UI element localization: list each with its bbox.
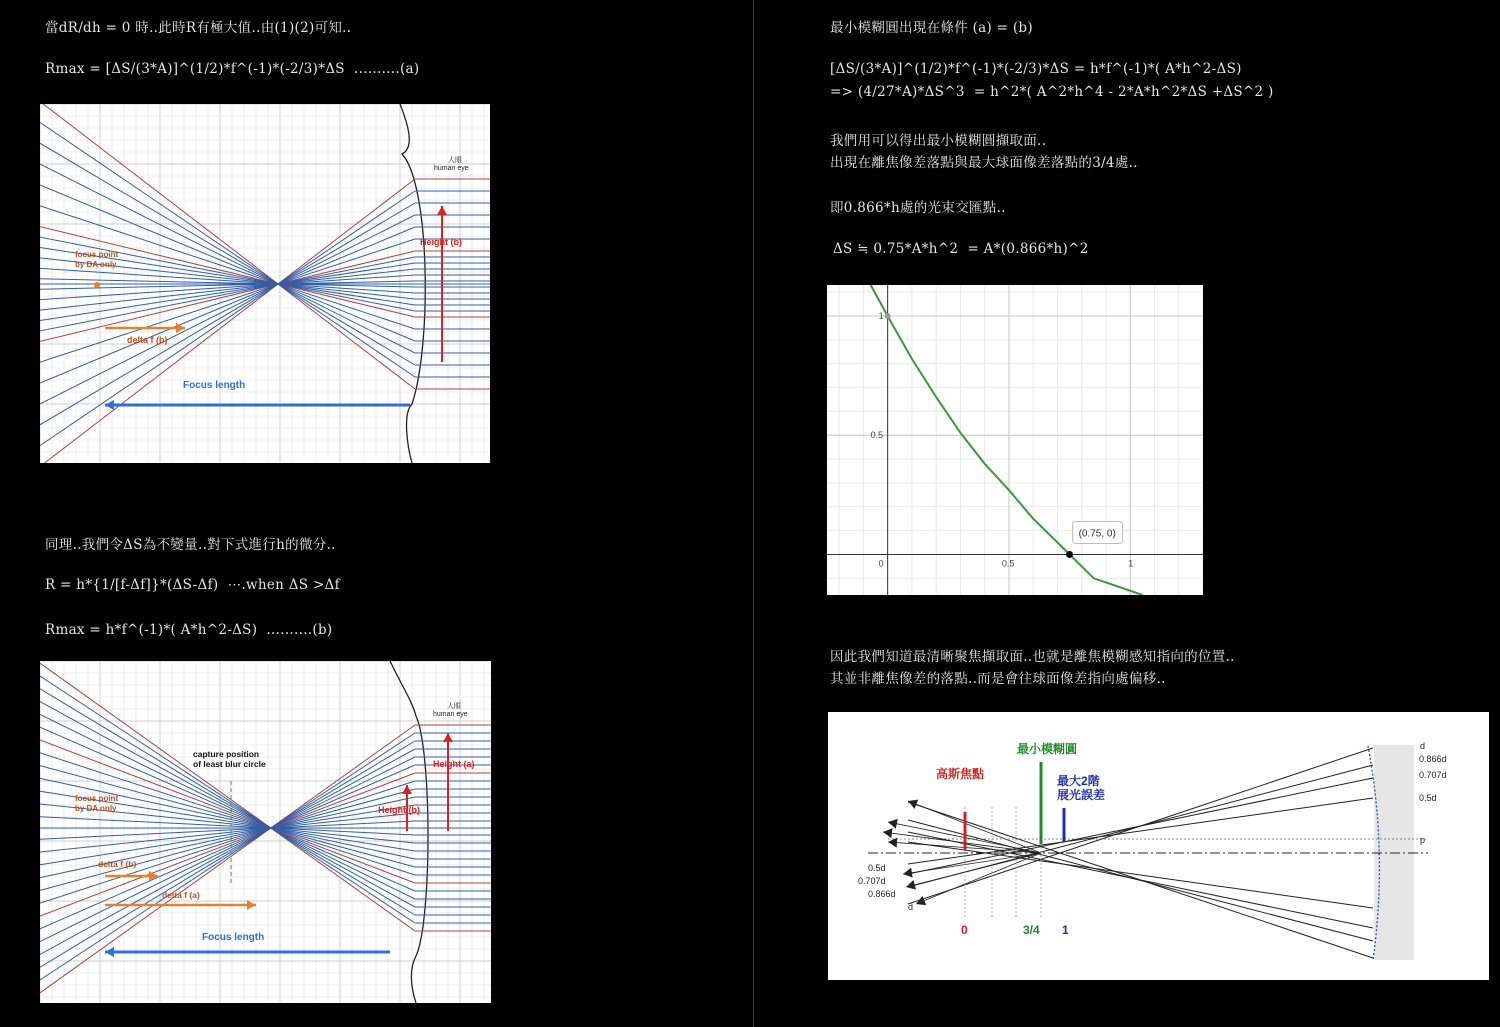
right-text-line-1: 最小模糊圓出現在條件 (a) = (b) <box>830 20 1033 36</box>
curve-chart-svg <box>827 285 1203 595</box>
ray-converging <box>40 104 415 389</box>
focus-length-label: Focus length <box>183 380 246 391</box>
left-text-line-4: R = h*{1/[f-Δf]}*(ΔS-Δf) ⋯.when ΔS >Δf <box>45 577 340 593</box>
left-label-0866d: 0.866d <box>868 889 896 899</box>
max-aberration-label: 最大2階 <box>1057 774 1100 788</box>
focus-length-label: Focus length <box>202 932 265 943</box>
height-b-label: Height (b) <box>378 805 420 815</box>
chart-tick-origin: 0 <box>878 558 884 569</box>
least-blur-label: 最小模糊圓 <box>1017 742 1078 756</box>
left-text-line-3: 同理..我們令ΔS為不變量..對下式進行h的微分.. <box>45 537 336 553</box>
eye-label-cn: 人眼 <box>447 703 461 710</box>
gauss-label: 高斯焦點 <box>936 767 985 781</box>
delta-label: delta f (b) <box>127 335 168 345</box>
delta-b-label: delta f (b) <box>98 859 137 869</box>
ray-arrow-lower-head <box>906 880 916 890</box>
label-d: d <box>1420 741 1426 751</box>
label-0866d: 0.866d <box>1419 754 1447 764</box>
ray-arrow-lower-head <box>903 868 913 878</box>
right-text-line-3: => (4/27*A)*ΔS^3 = h^2*( A^2*h^4 - 2*A*h^2*ΔS +ΔS^2 ) <box>830 84 1274 100</box>
chart-tick-y: 1 <box>878 311 884 321</box>
ray-diagram-1-svg <box>40 104 490 463</box>
ray-line <box>908 798 1373 864</box>
focus-point-dot <box>94 282 100 288</box>
blur-circle-diagram-svg <box>828 712 1489 980</box>
ray-diagram-2 <box>40 661 491 1003</box>
focus-point-label: by DA only <box>75 260 117 269</box>
max-aberration-label: 展光誤差 <box>1057 788 1106 802</box>
ray-converging <box>40 215 415 404</box>
ray-converging <box>40 179 415 463</box>
focus-point-label: by DA only <box>75 804 117 813</box>
right-text-line-4: 我們用可以得出最小模糊圓擷取面.. <box>830 133 1047 149</box>
lens-curve <box>390 661 428 1003</box>
right-text-line-5: 出現在離焦像差落點與最大球面像差落點的3/4處.. <box>830 155 1138 171</box>
label-05d: 0.5d <box>1419 793 1437 803</box>
chart-tick-x: 1 <box>1128 558 1134 569</box>
chart-point-root <box>1066 551 1073 558</box>
focus-point-label: focus point <box>75 250 119 259</box>
ray-line <box>908 778 1373 874</box>
eye-label-cn: 人眼 <box>448 157 462 164</box>
right-text-line-6: 即0.866*h處的光束交匯點.. <box>830 200 1006 216</box>
capture-label: of least blur circle <box>193 759 266 769</box>
chart-tick-y: 0.5 <box>870 430 884 441</box>
capture-label: capture position <box>193 749 260 759</box>
tick-1: 1 <box>1062 923 1069 937</box>
left-text-line-2: Rmax = [ΔS/(3*A)]^(1/2)*f^(-1)*(-2/3)*ΔS ..........(a) <box>45 61 420 77</box>
height-a-label: Height (a) <box>433 759 475 769</box>
height-b-arrow-head <box>402 785 412 794</box>
height-arrow-head <box>437 206 447 215</box>
right-text-line-9: 其並非離焦像差的落點..而是會往球面像差指向處偏移.. <box>830 671 1166 687</box>
delta-a-label: delta f (a) <box>162 890 200 900</box>
left-text-line-1: 當dR/dh = 0 時..此時R有極大值..由(1)(2)可知.. <box>45 20 352 36</box>
eye-label-en: human eye <box>434 165 469 172</box>
left-label-0707d: 0.707d <box>858 876 886 886</box>
ray-converging <box>40 191 415 446</box>
ray-line <box>908 802 1373 958</box>
ray-diagram-2-svg <box>40 661 491 1003</box>
page-divider <box>753 0 754 1027</box>
focus-length-arrow-head <box>105 400 114 410</box>
ray-arrow-lower <box>903 853 1041 874</box>
focus-point-label: focus point <box>75 794 119 803</box>
tick-0: 0 <box>961 923 968 937</box>
label-0707d: 0.707d <box>1419 770 1447 780</box>
ray-converging <box>40 757 415 942</box>
height-label: Height (b) <box>420 237 462 247</box>
height-a-arrow-head <box>443 733 453 742</box>
chart-point-start <box>885 313 891 319</box>
eye-label-en: human eye <box>433 711 468 718</box>
left-label-05d: 0.5d <box>868 863 886 873</box>
chart-annotation: (0.75, 0) <box>1078 528 1116 540</box>
tick-3-4: 3/4 <box>1023 923 1040 937</box>
curve-chart <box>827 285 1203 595</box>
left-text-line-5: Rmax = h*f^(-1)*( A*h^2-ΔS) ..........(b) <box>45 622 333 638</box>
ray-arrow-head <box>888 819 898 829</box>
chart-tick-x: 0.5 <box>1001 558 1015 569</box>
ray-diagram-1 <box>40 104 490 463</box>
ray-arrow-head <box>883 828 893 838</box>
right-text-line-7: ΔS ≒ 0.75*A*h^2 = A*(0.866*h)^2 <box>833 241 1089 257</box>
blur-circle-diagram <box>828 712 1489 980</box>
left-label-d: d <box>908 902 914 912</box>
right-text-line-2: [ΔS/(3*A)]^(1/2)*f^(-1)*(-2/3)*ΔS = h*f^(-1)*( A*h^2-ΔS) <box>830 61 1242 77</box>
ray-line <box>908 842 1373 908</box>
label-p: p <box>1420 835 1426 845</box>
right-text-line-8: 因此我們知道最清晰聚焦擷取面..也就是離焦模糊感知指向的位置.. <box>830 649 1235 665</box>
